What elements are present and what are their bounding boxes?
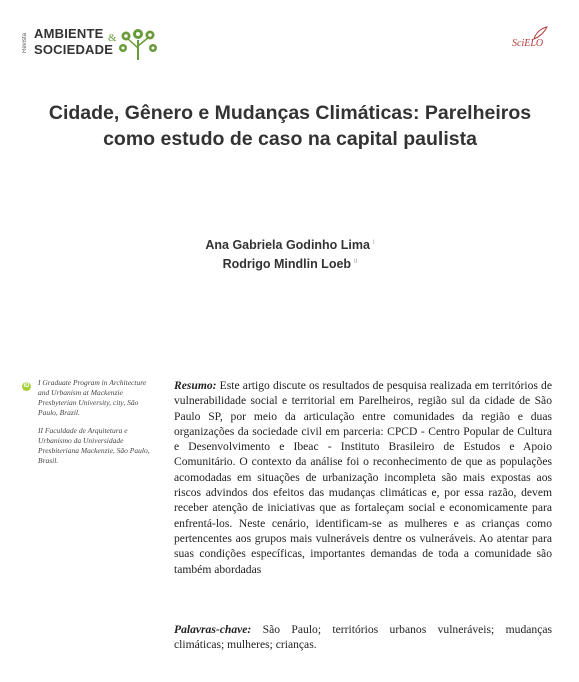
- abstract-text: Este artigo discute os resultados de pesquisa realizada em territórios de vulnerabilidade social e territorial em Parelheiros, região sul da cidade de São Paulo SP, por meio da articulação entre comunidades da região e duas organizações da sociedade civil em parceria: CPCD - Centro Popular de Cultura e Desenvolvimento e Ibeac - Instituto Brasileiro de Estudos e Apoio Comunitário. O contexto da análise foi o reconhecimento de que as populações acomodadas em situações de urbanização incompleta são mais expostas aos riscos advindos dos efeitos das mudanças climáticas e, por essa razão, devem receber atenção de iniciativas que as fortaleçam social e economicamente para enfrentá-los. Neste cenário, identificam-se as mulheres e as crianças como pertencentes aos grupos mais vulneráveis dentre os vulneráveis. Ao atentar para suas condições específicas, importantes demandas de toda a comunidade são também abordadas: [174, 379, 552, 576]
- author-marker: II: [354, 259, 358, 266]
- journal-name-line1: AMBIENTE: [34, 26, 104, 41]
- journal-logo: [22, 24, 162, 64]
- journal-revista-label: Revista: [22, 33, 28, 54]
- keywords: [174, 622, 552, 653]
- article-title: Cidade, Gênero e Mudanças Climáticas: Parelheiros como estudo de caso na capital paulista: [48, 102, 532, 150]
- author-list: [140, 235, 440, 273]
- abstract-label: Resumo:: [174, 379, 217, 392]
- abstract: [174, 378, 552, 577]
- affiliation: II Faculdade de Arquitetura e Urbanismo da Universidade Presbiteriana Mackenzie, São Paulo, Brasil.: [38, 426, 150, 465]
- affiliation: I Graduate Program in Architecture and Urbanism at Mackenzie Presbyterian University, city, São Paulo, Brazil.: [38, 378, 147, 417]
- author: [140, 235, 440, 254]
- tree-icon: [118, 26, 158, 62]
- scielo-name: SciELO: [512, 38, 544, 49]
- author: [140, 254, 440, 273]
- affiliations: [38, 378, 158, 474]
- keywords-text: São Paulo; territórios urbanos vulneráveis; mudanças climáticas; mulheres; crianças.: [174, 623, 552, 652]
- journal-ampersand: &: [108, 32, 117, 44]
- author-name: Ana Gabriela Godinho Lima: [205, 238, 370, 253]
- author-marker: I: [372, 240, 375, 246]
- orcid-icon[interactable]: iD: [23, 383, 30, 389]
- keywords-label: Palavras-chave:: [174, 623, 252, 636]
- author-name: Rodrigo Mindlin Loeb: [222, 257, 352, 272]
- journal-name-line2: SOCIEDADE: [34, 42, 114, 57]
- scielo-logo: [512, 28, 556, 58]
